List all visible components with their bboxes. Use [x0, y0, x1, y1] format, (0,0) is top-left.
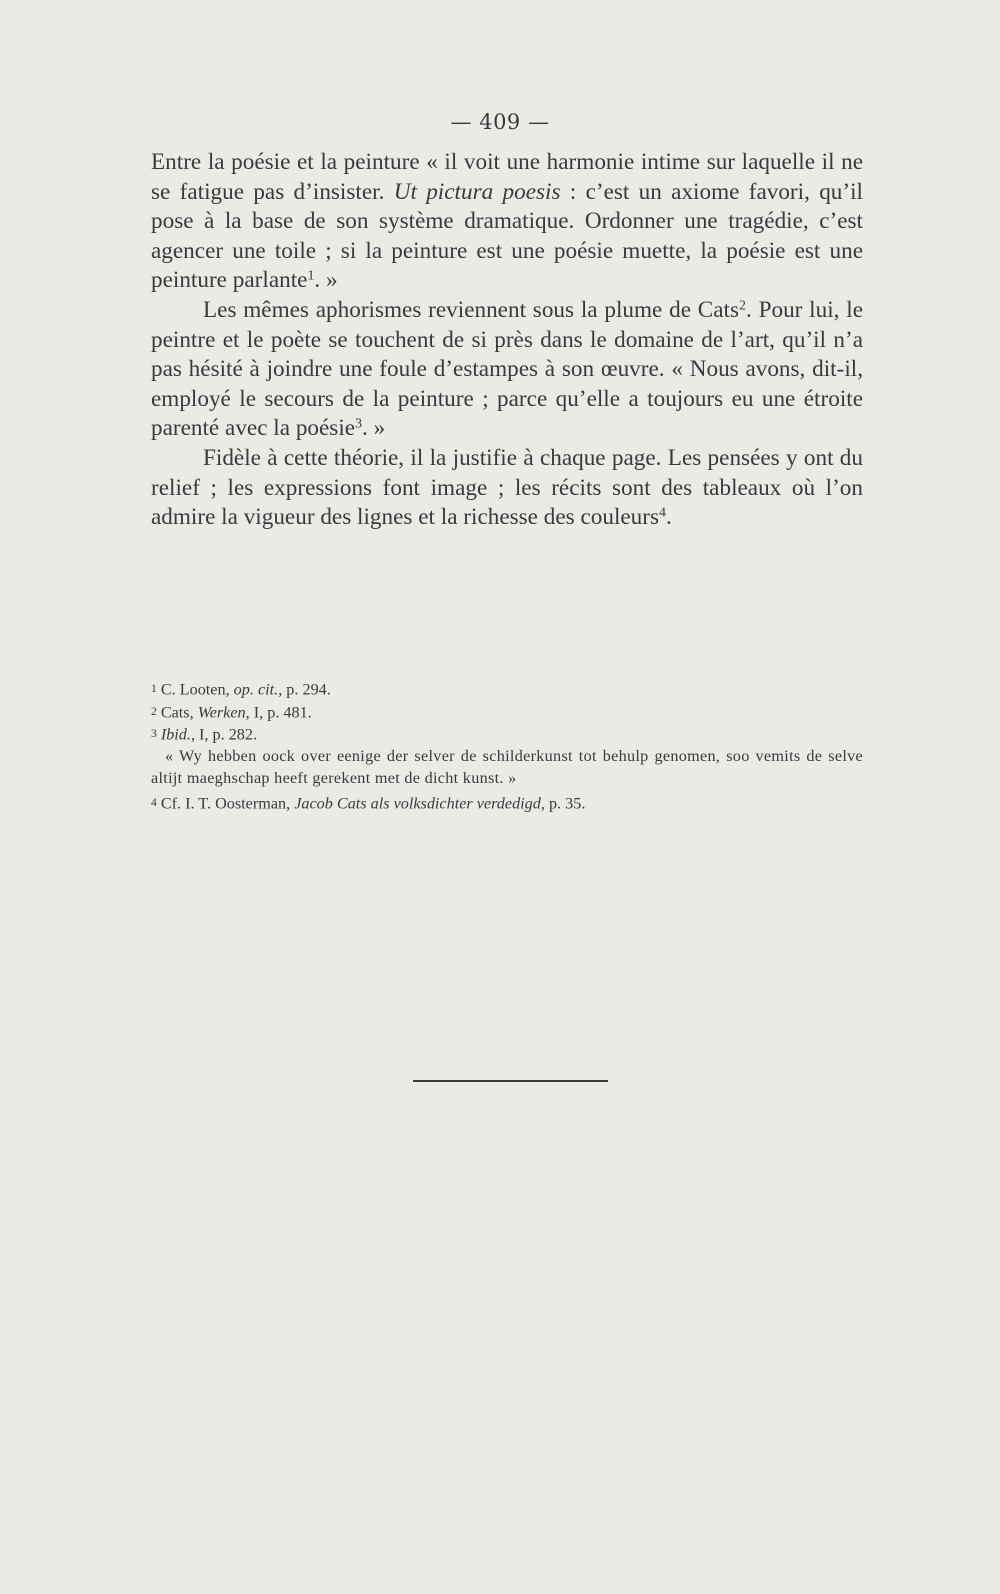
- text-run: Entre la poésie et la peinture « il voit une harmonie intime sur laquelle il ne se fatigue pas d’insister.: [151, 149, 863, 205]
- body-text: [151, 148, 863, 533]
- paragraph-1: [151, 148, 863, 296]
- footnotes: [151, 678, 863, 815]
- italic-phrase: Ut pictura poesis: [393, 178, 561, 205]
- footnote-mark: 4: [151, 796, 157, 810]
- page-number: — 409 —: [450, 110, 550, 134]
- text-run: C. Looten,: [160, 680, 234, 699]
- footnote-ref-4: 4: [659, 505, 666, 521]
- text-run: Cats,: [160, 703, 198, 722]
- footnote-mark: 2: [151, 704, 157, 718]
- footnote-4: [151, 792, 863, 815]
- text-run: . »: [314, 267, 338, 294]
- text-run: , p. 294.: [278, 680, 331, 699]
- text-run: Les mêmes aphorismes reviennent sous la plume de Cats: [203, 296, 740, 323]
- italic-phrase: Ibid.: [160, 725, 191, 744]
- italic-phrase: Werken: [197, 703, 246, 722]
- footnote-1: [151, 678, 863, 701]
- text-run: .: [665, 504, 672, 531]
- text-run: , I, p. 282.: [190, 725, 258, 744]
- footnote-ref-2: 2: [739, 298, 746, 314]
- footnote-ref-1: 1: [307, 268, 315, 284]
- text-run: Cf. I. T. Oosterman,: [160, 794, 295, 813]
- text-run: . Pour lui, le peintre et le poète se touchent de si près dans le domaine de l’art, qu’il n’a pas hésité à joindre une foule d’estampes à son œuvre. « Nous avons, dit-il, employé le secours de la peinture ; parce qu’elle a toujours eu une étroite parenté avec la poésie: [151, 296, 863, 442]
- footnote-3-quote: « Wy hebben oock over eenige der selver de schilderkunst tot behulp genomen, soo vemits de selve altijt maeghschap heeft gerekent met de dicht kunst. »: [151, 747, 863, 787]
- footnote-3: [151, 723, 863, 746]
- paragraph-2: [151, 296, 863, 444]
- footnote-2: [151, 701, 863, 724]
- footnote-mark: 3: [151, 727, 157, 741]
- end-rule: [413, 1080, 608, 1082]
- text-run: : c’est un axiome favori, qu’il pose à la base de son système dramatique. Ordonner une tragédie, c’est agencer une toile ; si la peinture est une poésie muette, la poésie est une peinture parlante: [151, 178, 864, 294]
- text-run: . »: [362, 415, 386, 442]
- footnote-ref-3: 3: [355, 416, 363, 432]
- text-run: , p. 35.: [540, 794, 586, 813]
- text-run: , I, p. 481.: [245, 703, 312, 722]
- italic-phrase: Jacob Cats als volksdichter verdedigd: [294, 794, 541, 813]
- paragraph-3: [151, 444, 863, 533]
- italic-phrase: op. cit.: [233, 680, 279, 699]
- footnote-mark: 1: [151, 682, 157, 695]
- text-run: Fidèle à cette théorie, il la justifie à chaque page. Les pensées y ont du relief ; les expressions font image ; les récits sont des tableaux où l’on admire la vigueur des lignes et la richesse des couleurs: [151, 444, 863, 531]
